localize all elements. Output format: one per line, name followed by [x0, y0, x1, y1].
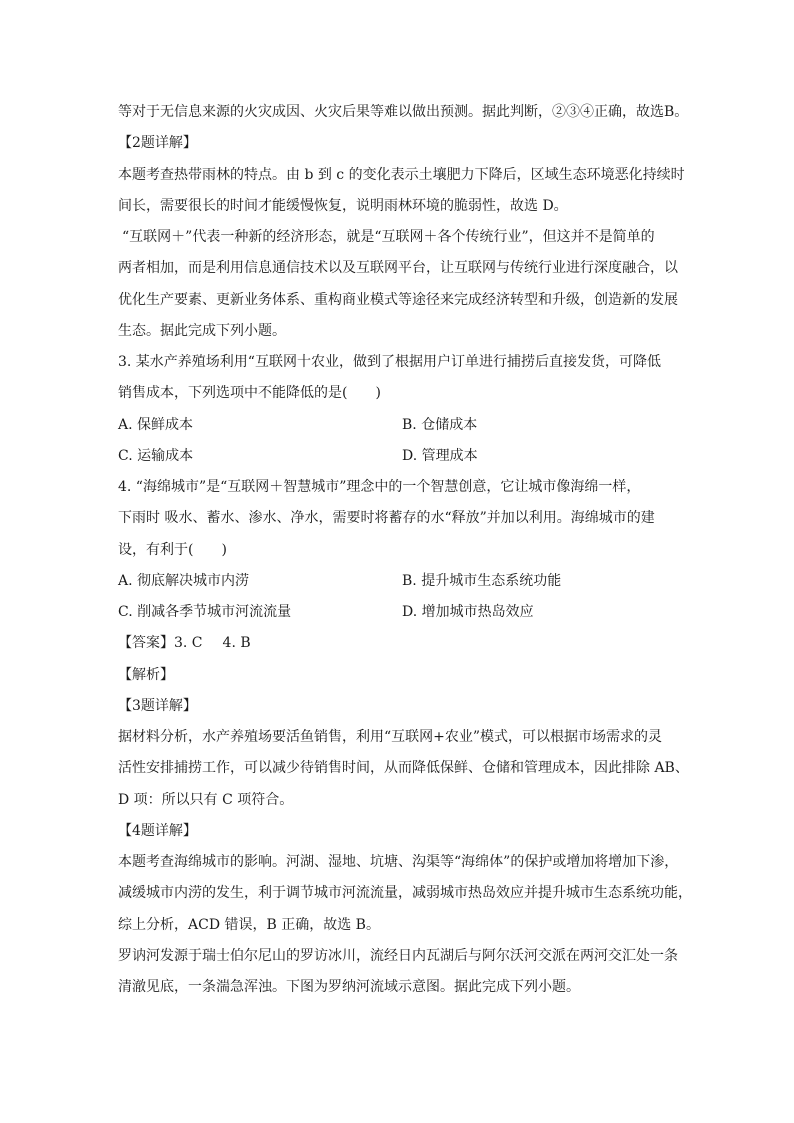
question-3-stem: 3. 某水产养殖场利用“互联网十农业，做到了根据用户订单进行捕捞后直接发货，可降低 [118, 354, 661, 370]
answer-second: 4. B [222, 635, 251, 651]
text-line: 间长，需要很长的时间才能缓慢恢复，说明雨林环境的脆弱性，故选 D。 [118, 198, 568, 214]
text-line: 本题考查热带雨林的特点。由 b 到 c 的变化表示土壤肥力下降后，区域生态环境恶化持续时 [118, 167, 685, 183]
text-line: 本题考查海绵城市的影响。河湖、湿地、坑塘、沟渠等“海绵体”的保护或增加将增加下渗， [118, 854, 679, 870]
question-4-option-c: C. 削减各季节城市河流流量 [118, 604, 292, 620]
section-heading: 【3题详解】 [118, 698, 197, 714]
text-line: D 项：所以只有 C 项符合。 [118, 792, 294, 808]
text-line: 两者相加，而是利用信息通信技术以及互联网平台，让互联网与传统行业进行深度融合，以 [118, 260, 678, 276]
text-line: 罗讷河发源于瑞士伯尔尼山的罗访冰川，流经日内瓦湖后与阿尔沃河交派在两河交汇处一条 [118, 948, 678, 964]
text-line: 活性安排捕捞工作，可以减少待销售时间，从而降低保鲜、仓储和管理成本，因此排除 AB、 [118, 760, 689, 776]
answer-label: 【答案】3. C [118, 635, 203, 651]
text-line: 等对于无信息来源的火灾成因、火灾后果等难以做出预测。据此判断，②③④正确，故选B。 [118, 104, 689, 120]
answer-line [118, 633, 251, 653]
question-4-stem: 4. “海绵城市”是“互联网＋智慧城市”理念中的一个智慧创意，它让城市像海绵一样， [118, 479, 641, 495]
section-heading: 【4题详解】 [118, 823, 197, 839]
question-4-option-d: D. 增加城市热岛效应 [402, 604, 534, 620]
text-line: 综上分析，ACD 错误，B 正确，故选 B。 [118, 917, 380, 933]
text-line: 优化生产要素、更新业务体系、重构商业模式等途径来完成经济转型和升级，创造新的发展 [118, 292, 678, 308]
text-line: “互联网＋”代表一种新的经济形态，就是“互联网＋各个传统行业”，但这并不是简单的 [122, 229, 655, 245]
text-line: 清澈见底，一条湍急浑浊。下图为罗纳河流域示意图。据此完成下列小题。 [118, 979, 580, 995]
question-3-option-d: D. 管理成本 [402, 448, 478, 464]
text-line: 生态。据此完成下列小题。 [118, 323, 286, 339]
text-line: 据材料分析，水产养殖场要活鱼销售，利用“互联网+农业”模式，可以根据市场需求的灵 [118, 729, 663, 745]
question-4-stem: 下雨时 吸水、蓄水、渗水、净水，需要时将蓄存的水“释放”并加以利用。海绵城市的建 [118, 510, 655, 526]
text-line: 减缓城市内涝的发生，利于调节城市河流流量，减弱城市热岛效应并提升城市生态系统功能， [118, 885, 692, 901]
question-3-stem: 销售成本，下列选项中不能降低的是( ) [118, 385, 381, 401]
question-4-option-a: A. 彻底解决城市内涝 [118, 573, 250, 589]
question-3-option-a: A. 保鲜成本 [118, 417, 194, 433]
question-3-option-c: C. 运输成本 [118, 448, 194, 464]
question-4-stem: 设，有利于( ) [118, 542, 227, 558]
section-heading: 【解析】 [118, 667, 174, 683]
question-4-option-b: B. 提升城市生态系统功能 [402, 573, 562, 589]
question-3-option-b: B. 仓储成本 [402, 417, 478, 433]
section-heading: 【2题详解】 [118, 135, 197, 151]
